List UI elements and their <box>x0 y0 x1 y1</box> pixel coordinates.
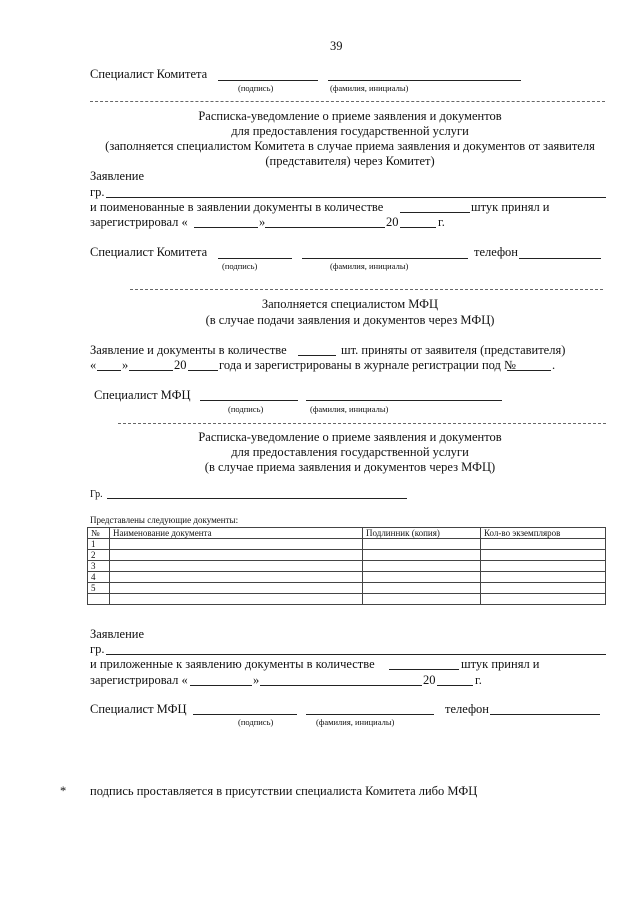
mfc-line1-text-2: шт. приняты от заявителя (представителя) <box>341 343 566 357</box>
mfc-month-line[interactable] <box>129 370 173 371</box>
mfc-name-line[interactable] <box>306 400 502 401</box>
table-row <box>88 594 606 605</box>
applicant-name-line-2[interactable] <box>107 498 407 499</box>
attached-docs-text: и приложенные к заявлению документы в количестве <box>90 657 375 671</box>
mfc-day-line[interactable] <box>97 370 121 371</box>
table-cell[interactable] <box>481 583 606 594</box>
table-cell[interactable] <box>363 561 481 572</box>
name-caption: (фамилия, инициалы) <box>330 83 409 93</box>
year-prefix-2: 20 <box>423 673 436 687</box>
zayavlenie-label-2: Заявление <box>90 627 145 641</box>
table-header-cell: Кол-во экземпляров <box>481 528 606 539</box>
table-cell[interactable] <box>110 594 363 605</box>
gr-label: гр. <box>90 185 105 199</box>
attached-docs-count-line[interactable] <box>389 669 459 670</box>
gr-label-3: гр. <box>90 642 105 656</box>
signature-line <box>218 80 318 81</box>
mfc-period: . <box>552 358 556 372</box>
table-cell[interactable] <box>110 539 363 550</box>
receipt2-title-2: для предоставления государственной услуги <box>231 445 469 459</box>
row-number: 1 <box>88 539 110 550</box>
mfc-line1-text: Заявление и документы в количестве <box>90 343 287 357</box>
table-cell[interactable] <box>363 572 481 583</box>
mfc-signature-line-2[interactable] <box>193 714 297 715</box>
phone-label: телефон <box>474 245 518 259</box>
quote-close-2: » <box>253 673 260 687</box>
gr-label-2: Гр. <box>90 489 103 500</box>
mfc-quote-open: « <box>90 358 97 372</box>
receipt2-title-1: Расписка-уведомление о приеме заявления и документов <box>198 430 502 444</box>
table-header-row <box>88 528 606 539</box>
table-row <box>88 583 606 594</box>
receipt2-title-3: (в случае приема заявления и документов через МФЦ) <box>204 460 496 474</box>
table-cell[interactable] <box>481 550 606 561</box>
receipt1-title-3: (заполняется специалистом Комитета в случае приема заявления и документов от заявителя <box>105 139 595 153</box>
documents-table <box>87 527 606 605</box>
mfc-title-2: (в случае подачи заявления и документов через МФЦ) <box>205 313 495 327</box>
receipt1-title-4: (представителя) через Комитет) <box>265 154 435 168</box>
day-line-2[interactable] <box>190 685 252 686</box>
month-line-2[interactable] <box>260 685 422 686</box>
cut-line-3 <box>118 423 606 424</box>
table-cell[interactable] <box>110 572 363 583</box>
year-line-2[interactable] <box>437 685 473 686</box>
table-row <box>88 572 606 583</box>
docs-count-text-2: штук принял и <box>471 200 550 214</box>
specialist-committee-label-2: Специалист Комитета <box>90 245 208 259</box>
month-line[interactable] <box>265 227 385 228</box>
table-header-cell: № <box>88 528 110 539</box>
name-line <box>328 80 521 81</box>
year-suffix: г. <box>438 215 445 229</box>
mfc-journal-number-line[interactable] <box>507 370 551 371</box>
mfc-name-line-2[interactable] <box>306 714 434 715</box>
table-header-cell: Наименование документа <box>110 528 363 539</box>
signature-line-2[interactable] <box>218 258 292 259</box>
row-number <box>88 594 110 605</box>
phone-line-2[interactable] <box>490 714 600 715</box>
mfc-name-caption-2: (фамилия, инициалы) <box>316 717 395 727</box>
mfc-title-1: Заполняется специалистом МФЦ <box>261 297 439 311</box>
year-line[interactable] <box>400 227 436 228</box>
table-cell[interactable] <box>481 572 606 583</box>
zayavlenie-label: Заявление <box>90 169 145 183</box>
footnote-mark: * <box>60 784 67 798</box>
registered-text: зарегистрировал « <box>90 215 188 229</box>
specialist-mfc-label: Специалист МФЦ <box>94 388 191 402</box>
footnote-text: подпись проставляется в присутствии специалиста Комитета либо МФЦ <box>90 784 478 798</box>
table-cell[interactable] <box>363 583 481 594</box>
mfc-count-line[interactable] <box>298 355 336 356</box>
applicant-name-line-3[interactable] <box>106 654 606 655</box>
mfc-year-prefix: 20 <box>174 358 187 372</box>
day-line[interactable] <box>194 227 258 228</box>
table-cell[interactable] <box>481 594 606 605</box>
specialist-committee-label: Специалист Комитета <box>90 67 208 81</box>
row-number: 4 <box>88 572 110 583</box>
table-cell[interactable] <box>110 550 363 561</box>
row-number: 5 <box>88 583 110 594</box>
row-number: 2 <box>88 550 110 561</box>
docs-count-text: и поименованные в заявлении документы в количестве <box>90 200 384 214</box>
signature-caption: (подпись) <box>238 83 274 93</box>
attached-docs-text-2: штук принял и <box>461 657 540 671</box>
table-row <box>88 539 606 550</box>
table-row <box>88 561 606 572</box>
receipt1-title-1: Расписка-уведомление о приеме заявления и документов <box>198 109 502 123</box>
table-caption: Представлены следующие документы: <box>90 515 239 525</box>
mfc-signature-caption-2: (подпись) <box>238 717 274 727</box>
table-header-cell: Подлинник (копия) <box>363 528 481 539</box>
table-cell[interactable] <box>363 539 481 550</box>
year-prefix: 20 <box>386 215 399 229</box>
phone-line[interactable] <box>519 258 601 259</box>
cut-line <box>90 101 605 102</box>
mfc-signature-line[interactable] <box>200 400 298 401</box>
applicant-name-line[interactable] <box>106 197 606 198</box>
table-cell[interactable] <box>363 550 481 561</box>
mfc-name-caption: (фамилия, инициалы) <box>310 404 389 414</box>
table-cell[interactable] <box>110 583 363 594</box>
table-cell[interactable] <box>481 561 606 572</box>
row-number: 3 <box>88 561 110 572</box>
registered-text-2: зарегистрировал « <box>90 673 188 687</box>
cut-line-2 <box>130 289 603 290</box>
name-caption-2: (фамилия, инициалы) <box>330 261 409 271</box>
receipt1-title-2: для предоставления государственной услуги <box>231 124 469 138</box>
mfc-line2-text: года и зарегистрированы в журнале регистрации под № <box>219 358 516 372</box>
name-line-2[interactable] <box>302 258 468 259</box>
phone-label-2: телефон <box>445 702 489 716</box>
table-cell[interactable] <box>110 561 363 572</box>
table-cell[interactable] <box>363 594 481 605</box>
mfc-year-line[interactable] <box>188 370 218 371</box>
docs-count-line[interactable] <box>400 212 470 213</box>
signature-caption-2: (подпись) <box>222 261 258 271</box>
table-cell[interactable] <box>481 539 606 550</box>
mfc-quote-close: » <box>122 358 129 372</box>
mfc-signature-caption: (подпись) <box>228 404 264 414</box>
specialist-mfc-label-2: Специалист МФЦ <box>90 702 187 716</box>
page-number: 39 <box>330 39 343 53</box>
table-row <box>88 550 606 561</box>
quote-close: » <box>259 215 266 229</box>
year-suffix-2: г. <box>475 673 482 687</box>
